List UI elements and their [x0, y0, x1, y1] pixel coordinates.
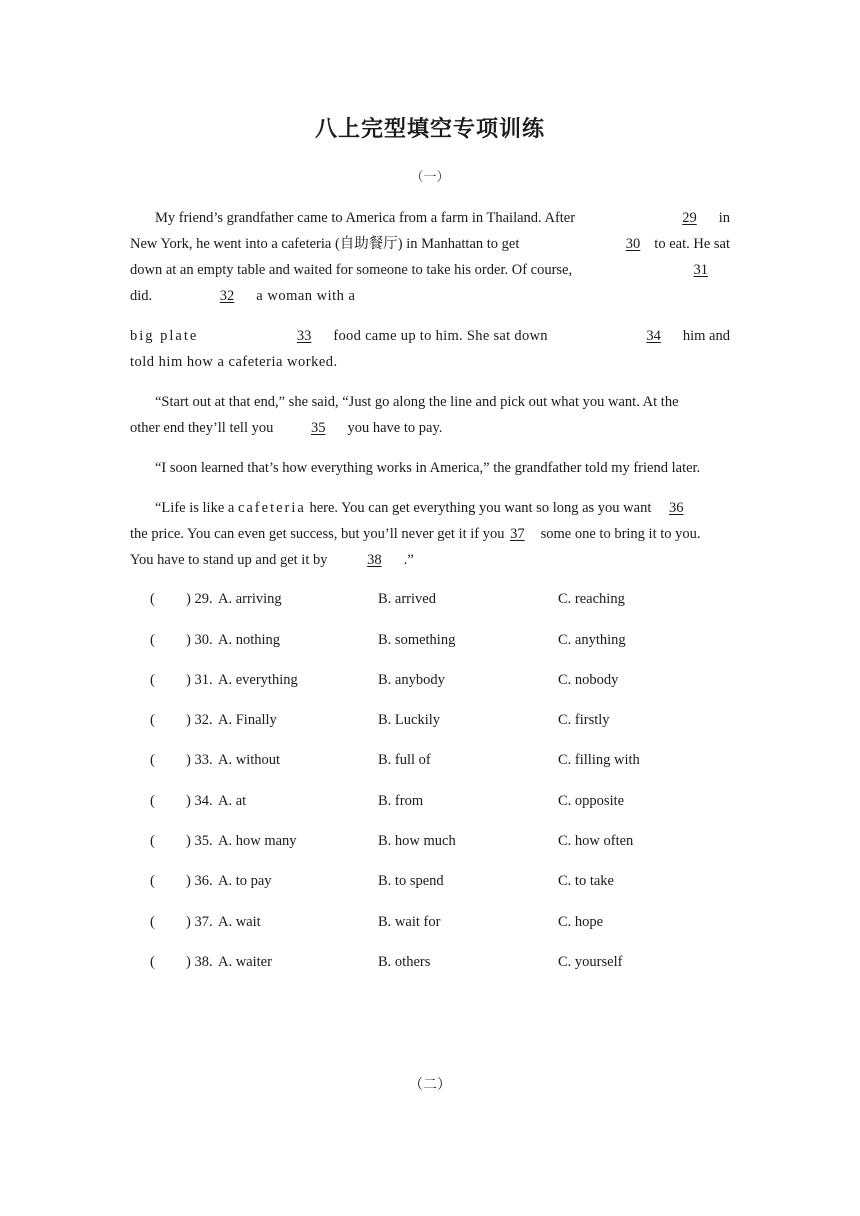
question-number: ) 30. [186, 632, 213, 648]
question-row [150, 793, 750, 815]
page-title: 八上完型填空专项训练 [314, 117, 545, 142]
blank-38: 38 [367, 552, 382, 568]
question-row [150, 672, 750, 694]
blank-35: 35 [310, 420, 326, 436]
passage-text: him and [682, 328, 730, 344]
option-b: B. anybody [378, 672, 445, 688]
passage-line [130, 205, 730, 231]
question-number: ) 35. [186, 833, 213, 849]
answer-paren[interactable]: ( [150, 752, 155, 768]
question-number: ) 37. [186, 914, 213, 930]
blank-30: 30 [625, 236, 641, 252]
option-a: A. wait [218, 914, 261, 930]
blank-33: 33 [296, 328, 312, 344]
question-row [150, 954, 750, 976]
option-c: C. yourself [558, 954, 623, 970]
passage-paragraph-5 [130, 495, 730, 573]
option-c: C. nobody [558, 672, 619, 688]
option-c: C. opposite [558, 793, 625, 809]
option-c: C. how often [558, 833, 634, 849]
passage-text: the price. You can even get success, but you’ll never get it if you [130, 526, 505, 542]
passage-text: down at an empty table and waited for someone to take his order. Of course, [130, 262, 573, 278]
option-a: A. to pay [218, 873, 272, 889]
answer-paren[interactable]: ( [150, 914, 155, 930]
question-row [150, 914, 750, 936]
blank-36: 36 [669, 500, 684, 516]
passage-text: some one to bring it to you. [540, 526, 701, 542]
option-a: A. how many [218, 833, 297, 849]
option-b: B. others [378, 954, 431, 970]
passage-text: in [718, 210, 730, 226]
option-a: A. waiter [218, 954, 272, 970]
passage-text: “Life is like a [155, 500, 235, 516]
blank-29: 29 [682, 210, 697, 226]
option-a: A. Finally [218, 712, 277, 728]
passage-line [130, 415, 730, 441]
passage-text: you have to pay. [347, 420, 443, 436]
question-row [150, 591, 750, 613]
section-label-2: （二） [409, 1077, 451, 1093]
option-a: A. without [218, 752, 281, 768]
passage-text: big plate [130, 328, 199, 344]
passage-text: New York, he went into a cafeteria (自助餐厅) in Manhattan to get [130, 236, 520, 252]
passage-line [130, 389, 730, 415]
option-b: B. full of [378, 752, 431, 768]
question-number: ) 31. [186, 672, 213, 688]
passage-paragraph-1 [130, 205, 730, 309]
question-number: ) 34. [186, 793, 213, 809]
option-c: C. hope [558, 914, 604, 930]
question-number: ) 36. [186, 873, 213, 889]
option-c: C. reaching [558, 591, 625, 607]
answer-paren[interactable]: ( [150, 591, 155, 607]
option-c: C. to take [558, 873, 614, 889]
passage-text: food came up to him. She sat down [333, 328, 548, 344]
passage-text: to eat. He sat [654, 236, 730, 252]
question-row [150, 712, 750, 734]
passage-text: told him how a cafeteria worked. [130, 354, 338, 370]
question-number: ) 32. [186, 712, 213, 728]
option-c: C. filling with [558, 752, 640, 768]
option-c: C. firstly [558, 712, 610, 728]
question-number: ) 33. [186, 752, 213, 768]
question-row [150, 833, 750, 855]
passage-text: You have to stand up and get it by [130, 552, 328, 568]
passage-line [130, 231, 730, 257]
passage-line [130, 495, 730, 521]
passage-text: cafeteria [237, 500, 306, 516]
passage-text: My friend’s grandfather came to America from a farm in Thailand. After [155, 210, 576, 226]
passage-line [130, 521, 730, 547]
passage-line [130, 257, 730, 283]
answer-paren[interactable]: ( [150, 632, 155, 648]
passage-paragraph-4 [130, 455, 730, 481]
option-a: A. at [218, 793, 247, 809]
option-b: B. how much [378, 833, 456, 849]
answer-paren[interactable]: ( [150, 873, 155, 889]
answer-paren[interactable]: ( [150, 833, 155, 849]
question-number: ) 29. [186, 591, 213, 607]
passage-text: other end they’ll tell you [130, 420, 274, 436]
blank-31: 31 [693, 262, 708, 278]
section-label-1: （一） [410, 169, 450, 184]
passage-line [130, 349, 730, 375]
blank-37: 37 [510, 526, 525, 542]
question-row [150, 873, 750, 895]
question-row [150, 752, 750, 774]
blank-32: 32 [219, 288, 235, 304]
option-b: B. wait for [378, 914, 441, 930]
passage-line [130, 547, 730, 573]
option-b: B. from [378, 793, 424, 809]
answer-paren[interactable]: ( [150, 793, 155, 809]
passage-text: a woman with a [256, 288, 356, 304]
option-b: B. arrived [378, 591, 436, 607]
passage-text: did. [130, 288, 153, 304]
passage-line [130, 323, 730, 349]
option-a: A. nothing [218, 632, 281, 648]
option-a: A. arriving [218, 591, 282, 607]
answer-paren[interactable]: ( [150, 672, 155, 688]
passage-line [130, 455, 730, 481]
question-number: ) 38. [186, 954, 213, 970]
blank-34: 34 [646, 328, 661, 344]
passage-line [130, 283, 730, 309]
question-row [150, 632, 750, 654]
answer-paren[interactable]: ( [150, 712, 155, 728]
option-a: A. everything [218, 672, 298, 688]
answer-paren[interactable]: ( [150, 954, 155, 970]
option-b: B. something [378, 632, 456, 648]
option-b: B. Luckily [378, 712, 441, 728]
passage-text: “Start out at that end,” she said, “Just go along the line and pick out what you want. At the [155, 394, 679, 410]
option-b: B. to spend [378, 873, 444, 889]
passage-text: .” [403, 552, 414, 568]
passage-text: here. You can get everything you want so long as you want [309, 500, 652, 516]
passage-text: “I soon learned that’s how everything works in America,” the grandfather told my friend later. [155, 460, 701, 476]
passage-paragraph-2 [130, 323, 730, 375]
passage-paragraph-3 [130, 389, 730, 441]
option-c: C. anything [558, 632, 626, 648]
